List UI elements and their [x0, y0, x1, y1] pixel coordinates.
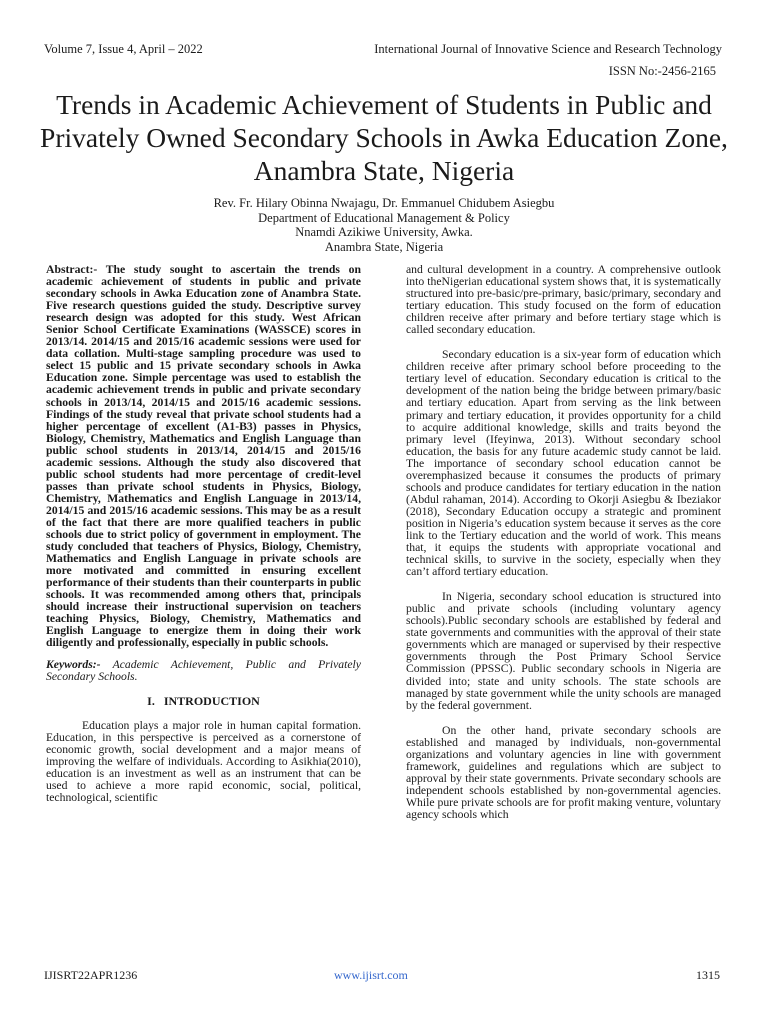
intro-paragraph-1: Education plays a major role in human capital formation. Education, in this perspective is perceived as a cornerstone of economic growth, social development and a major means of improving the welfare of individuals. According to Asikhia(2010), education is an investment as well as an instrument that can be used to achieve a more rapid economic, social, political, technological, scientific	[46, 718, 361, 804]
section-heading-introduction: I. INTRODUCTION	[147, 693, 260, 708]
page-number: 1315	[696, 968, 720, 982]
author-names: Rev. Fr. Hilary Obinna Nwajagu, Dr. Emmanuel Chidubem Asiegbu	[213, 196, 555, 210]
journal-name: International Journal of Innovative Science and Research Technology	[374, 42, 722, 56]
author-block	[40, 196, 728, 254]
volume-info: Volume 7, Issue 4, April – 2022	[44, 42, 203, 56]
right-paragraph-3: In Nigeria, secondary school education is structured into public and private schools (including voluntary agency schools).Public secondary schools are established by federal and state governments and communities with the approval of their state governments which are managed or supervised by their respective governments through the Post Primary School Service Commission (PPSSC). Public secondary schools in Nigeria are divided into; state and unity schools. The state schools are managed by state government while the unity schools are managed by the federal government.	[406, 590, 721, 712]
right-paragraph-4: On the other hand, private secondary schools are established and managed by individuals, non-governmental organizations and voluntary agencies in line with government framework, guidelines and regulations which are subject to approval by their state governments. Private secondary schools are independent schools established by non-governmental agencies. While pure private schools are for profit making venture, voluntary agency schools which	[406, 723, 721, 821]
author-location: Anambra State, Nigeria	[324, 239, 444, 254]
keywords-label: Keywords:-	[46, 657, 101, 671]
keywords-text: Academic Achievement, Public and Privately Secondary Schools.	[46, 657, 361, 683]
abstract: Abstract:- The study sought to ascertain the trends on academic achievement of students in public and private secondary schools in Awka Education zone of Anambra State. Five research questions guided the study. Descriptive survey research design was adopted for this study. West African Senior School Certificate Examinations (WASSCE) scores in 2013/14. 2014/15 and 2015/16 academic sessions were used for data collation. Multi-stage sampling procedure was used to select 15 public and 15 private secondary schools in Awka Education zone. Simple percentage was used to establish the academic achievement trends in public and private secondary schools in 2013/14, 2014/15 and 2015/16 academic sessions. Findings of the study reveal that private school students had a higher percentage of excellent (A1-B3) passes in Physics, Biology, Chemistry, Mathematics and English Language than public school students in 2013/14, 2014/15 and 2015/16 academic sessions. Although the study also discovered that public school students had more percentage of credit-level passes than private school students in Physics, Biology, Chemistry, Mathematics and English Language in 2013/14, 2014/15 and 2015/16 academic sessions. This may be as a result of the fact that there are more qualified teachers in public schools due to strict policy of government in employment. The study concluded that teachers of Physics, Biology, Chemistry, Mathematics and English Language in private schools are more motivated and committed in ensuring excellent performance of their students than their counterparts in public schools. It was recommended among others that, principals should increase their instructional supervision on teachers teaching Physics, Biology, Chemistry, Mathematics and English Language to energize them in doing their work diligently and professionally, especially in public schools.	[46, 263, 361, 650]
right-paragraph-1: and cultural development in a country. A comprehensive outlook into theNigerian educational system shows that, it is systematically structured into pre-basic/pre-primary, basic/primary, secondary and tertiary education. This study focused on the form of education children receive after primary and before tertiary stage which is called secondary education.	[406, 263, 721, 337]
paper-title: Trends in Academic Achievement of Students in Public and Privately Owned Secondary Schools in Awka Education Zone, Anambra State, Nigeria	[40, 89, 728, 186]
article-code: IJISRT22APR1236	[44, 968, 138, 982]
right-paragraph-2: Secondary education is a six-year form of education which children receive after primary school before proceeding to the tertiary level of education. Secondary education is critical to the development of the nation being the bridge between primary/basic and tertiary education. Apart from serving as the link between primary and tertiary education, it provides opportunity for a child to acquire additional knowledge, skills and traits beyond the primary level (Ifeyinwa, 2013). Without secondary school education, the basis for any future academic study cannot be laid. The importance of secondary school education cannot be overemphasized because it consumes the products of primary schools and produce candidates for tertiary education in the nation (Abdul rahaman, 2014). According to Okorji Asiegbu & Ibeziakor (2018), Secondary Education occupy a strategic and prominent position in Nigeria’s education system because it serves as the core link to the Tertiary education and the world of work. This means that, it equips the students with appropriate vocational and technical skills, to survive in the society, especially when they can’t afford tertiary education.	[406, 348, 721, 579]
issn: ISSN No:-2456-2165	[608, 64, 716, 78]
keywords	[46, 659, 361, 683]
right-column	[406, 264, 721, 821]
author-university: Nnamdi Azikiwe University, Awka.	[295, 225, 473, 240]
author-department: Department of Educational Management & Policy	[258, 210, 510, 225]
journal-url[interactable]: www.ijisrt.com	[334, 968, 408, 982]
left-column	[46, 264, 361, 804]
